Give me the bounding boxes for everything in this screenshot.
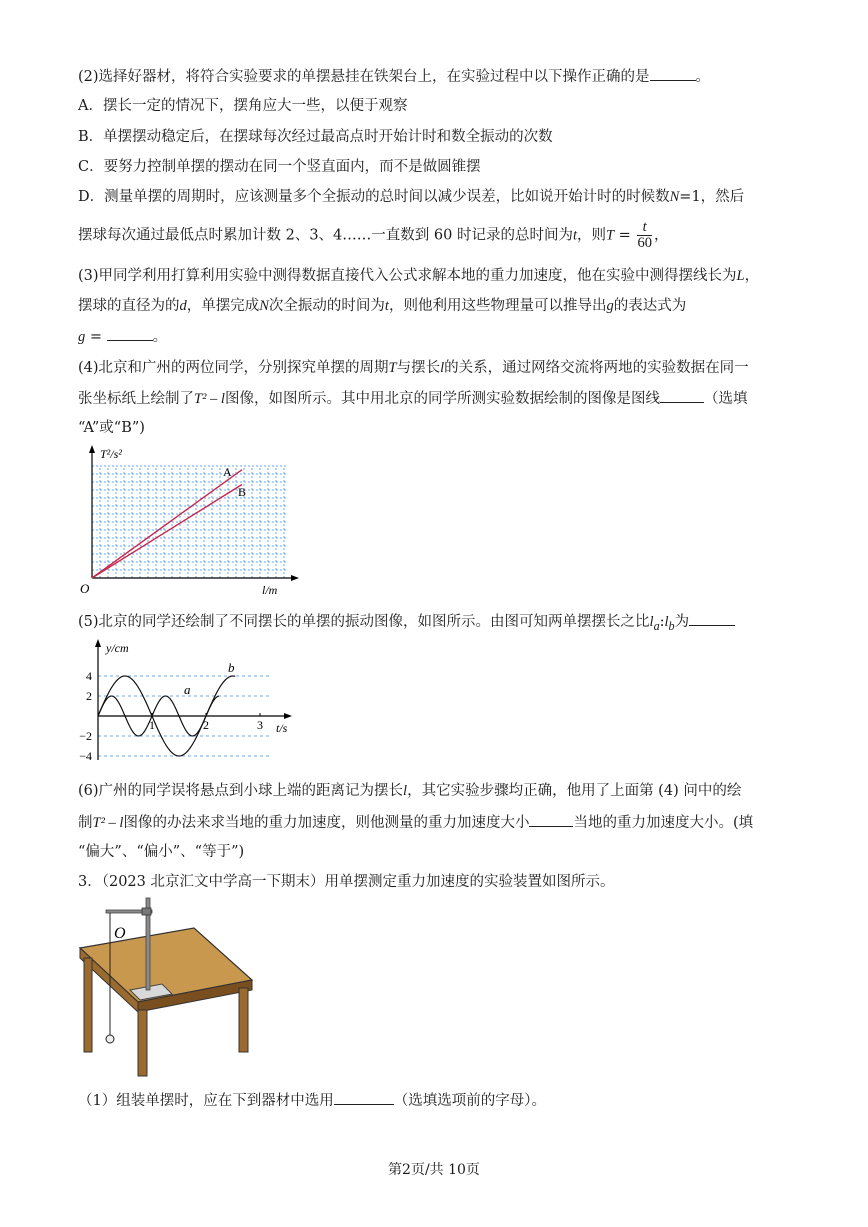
chart1-xlabel: l/m xyxy=(262,583,278,597)
subscript-a: a xyxy=(653,618,660,633)
fraction-denominator: 60 xyxy=(637,235,652,251)
fraction-numerator: t xyxy=(637,220,652,236)
chart1-line-B xyxy=(92,485,242,578)
q2-option-d-end: ， xyxy=(653,227,669,244)
q3-text2e: 的表达式为 xyxy=(613,298,687,314)
var-t: t xyxy=(572,227,577,244)
chart1-grid xyxy=(92,466,288,578)
expr-T2-l: T² – l xyxy=(194,391,225,407)
chart1-label-b: B xyxy=(238,485,247,499)
colon: : xyxy=(659,614,665,630)
table-leg xyxy=(239,988,248,1052)
q3-text2d: ，则他利用这些物理量可以推导出 xyxy=(388,298,607,314)
q3-line3 xyxy=(78,326,167,347)
problem3-q1-text2: （选填选项前的字母）。 xyxy=(393,1093,546,1109)
q4-line1 xyxy=(78,358,749,378)
q5-line1 xyxy=(78,611,735,636)
q2-option-d xyxy=(78,187,744,207)
q3-answer-blank[interactable] xyxy=(107,326,153,341)
var-l: l xyxy=(649,614,654,630)
problem3-q1-text1: （1）组装单摆时，应在下到器材中选用 xyxy=(78,1093,334,1109)
q2-prompt xyxy=(78,66,710,87)
chart2-label-b: b xyxy=(228,660,235,675)
q2-period: 。 xyxy=(695,69,711,85)
var-l: l xyxy=(664,614,669,630)
q3-text2b: ，单摆完成 xyxy=(186,298,260,314)
var-l: l xyxy=(403,783,408,799)
table-leg xyxy=(84,958,92,1052)
q3-text1b: ， xyxy=(744,268,760,284)
q2-option-a: A．摆长一定的情况下，摆角应大一些，以便于观察 xyxy=(78,98,408,114)
var-d: d xyxy=(179,298,187,314)
q4-text2a: 张坐标纸上绘制了 xyxy=(78,391,194,407)
page-footer: 第2页/共 10页 xyxy=(388,1162,480,1178)
chart1-series xyxy=(92,470,242,578)
q4-text1c: 的关系，通过网络交流将两地的实验数据在同一 xyxy=(444,360,749,376)
var-l: l xyxy=(440,360,445,376)
q4-text2b: 图像，如图所示。其中用北京的同学所测实验数据绘制的图像是图线 xyxy=(224,391,660,407)
chart1-ylabel: T²/s² xyxy=(100,447,122,461)
chart2-xtick: 3 xyxy=(257,718,263,732)
chart2-ytick: −4 xyxy=(79,749,92,763)
t2-l-chart xyxy=(72,442,302,602)
q3-line2 xyxy=(78,296,686,316)
chart2-ylabel: y/cm xyxy=(106,641,129,655)
q3-text1: (3)甲同学利用打算利用实验中测得数据直接代入公式求解本地的重力加速度，他在实验中测得摆线长为 xyxy=(78,268,737,284)
problem3-q1-answer-blank[interactable] xyxy=(334,1090,394,1105)
subscript-b: b xyxy=(668,618,675,633)
q2-option-d-cont: 摆球每次通过最低点时累加计数 2、3、4……一直数到 60 时记录的总时间为t，则T = $\frac{t}{60}$ ， xyxy=(78,219,669,251)
var-t: t xyxy=(384,298,389,314)
q6-line2 xyxy=(78,812,753,833)
chart1-label-a: A xyxy=(223,465,232,479)
pivot-label: O xyxy=(114,925,126,942)
var-N: N xyxy=(669,189,680,205)
q4-line3: “A”或“B”) xyxy=(78,420,145,436)
q6-text2c: 当地的重力加速度大小。(填 xyxy=(573,815,754,831)
var-L: L xyxy=(736,268,745,284)
q2-option-d-eq: =1，然后 xyxy=(679,189,745,205)
q2-answer-blank[interactable] xyxy=(650,66,696,81)
q2-option-c: C．要努力控制单摆的摆动在同一个竖直面内，而不是做圆锥摆 xyxy=(78,159,481,175)
clamp xyxy=(142,908,151,915)
q6-text2b: 图像的办法来求当地的重力加速度，则他测量的重力加速度大小 xyxy=(123,815,530,831)
q2-prompt-text: (2)选择好器材，将符合实验要求的单摆悬挂在铁架台上，在实验过程中以下操作正确的是 xyxy=(78,69,650,85)
q6-line1 xyxy=(78,781,741,801)
q5-text1b: 为 xyxy=(674,614,690,630)
q4-text2c: （选填 xyxy=(703,391,748,407)
var-g: g xyxy=(606,298,614,314)
q2-option-d-text: D．测量单摆的周期时，应该测量多个全振动的总时间以减少误差，比如说开始计时的时候数 xyxy=(78,189,670,205)
chart2-ytick: 4 xyxy=(86,669,92,683)
q4-answer-blank[interactable] xyxy=(660,388,704,403)
q3-text2c: 次全振动的时间为 xyxy=(268,298,385,314)
var-N: N xyxy=(259,298,269,314)
q2-option-b: B．单摆摆动稳定后，在摆球每次经过最高点时开始计时和数全振动的次数 xyxy=(78,129,553,145)
pendulum-apparatus-figure xyxy=(76,896,256,1080)
q4-text1a: (4)北京和广州的两位同学，分别探究单摆的周期 xyxy=(78,360,389,376)
equals-sign: = xyxy=(89,329,103,345)
chart2-xtick: 1 xyxy=(149,718,155,732)
q3-line1 xyxy=(78,266,759,286)
q6-answer-blank[interactable] xyxy=(529,812,573,827)
q5-text1a: (5)北京的同学还绘制了不同摆长的单摆的振动图像，如图所示。由图可知两单摆摆长之比 xyxy=(78,614,650,630)
q5-answer-blank[interactable] xyxy=(689,611,735,626)
chart2-xtick: 2 xyxy=(203,718,209,732)
q6-text2a: 制 xyxy=(78,815,93,831)
q6-text1b: ，其它实验步骤均正确，他用了上面第 (4) 问中的绘 xyxy=(407,783,742,799)
chart1-origin: O xyxy=(80,581,90,596)
var-g: g xyxy=(78,329,86,345)
var-T: T xyxy=(388,360,397,376)
pendulum-bob xyxy=(106,1035,114,1043)
q3-text2a: 摆球的直径为的 xyxy=(78,298,180,314)
q3-period: 。 xyxy=(152,329,168,345)
problem3-heading: 3．（2023 北京汇文中学高一下期末）用单摆测定重力加速度的实验装置如图所示。 xyxy=(78,874,615,890)
q2-option-d-text2: 摆球每次通过最低点时累加计数 2、3、4……一直数到 60 时记录的总时间为 xyxy=(78,227,573,244)
chart1-line-A xyxy=(92,470,242,578)
problem3-q1 xyxy=(78,1090,546,1111)
expr-T2-l: T² – l xyxy=(92,815,124,831)
q4-line2 xyxy=(78,388,747,409)
chart2-ytick: 2 xyxy=(86,689,92,703)
q4-text1b: 与摆长 xyxy=(396,360,441,376)
chart2-ytick: −2 xyxy=(79,729,92,743)
chart2-xlabel: t/s xyxy=(276,721,288,735)
vibration-chart xyxy=(72,636,302,766)
chart2-label-a: a xyxy=(184,682,191,697)
var-T: T xyxy=(605,227,615,244)
table-leg xyxy=(138,1010,147,1076)
fraction-t-over-60 xyxy=(637,220,652,251)
q2-option-d-text3: ，则 xyxy=(576,227,606,244)
q6-line3: “偏大”、“偏小”、“等于”) xyxy=(78,844,245,860)
q6-text1a: (6)广州的同学误将悬点到小球上端的距离记为摆长 xyxy=(78,783,404,799)
